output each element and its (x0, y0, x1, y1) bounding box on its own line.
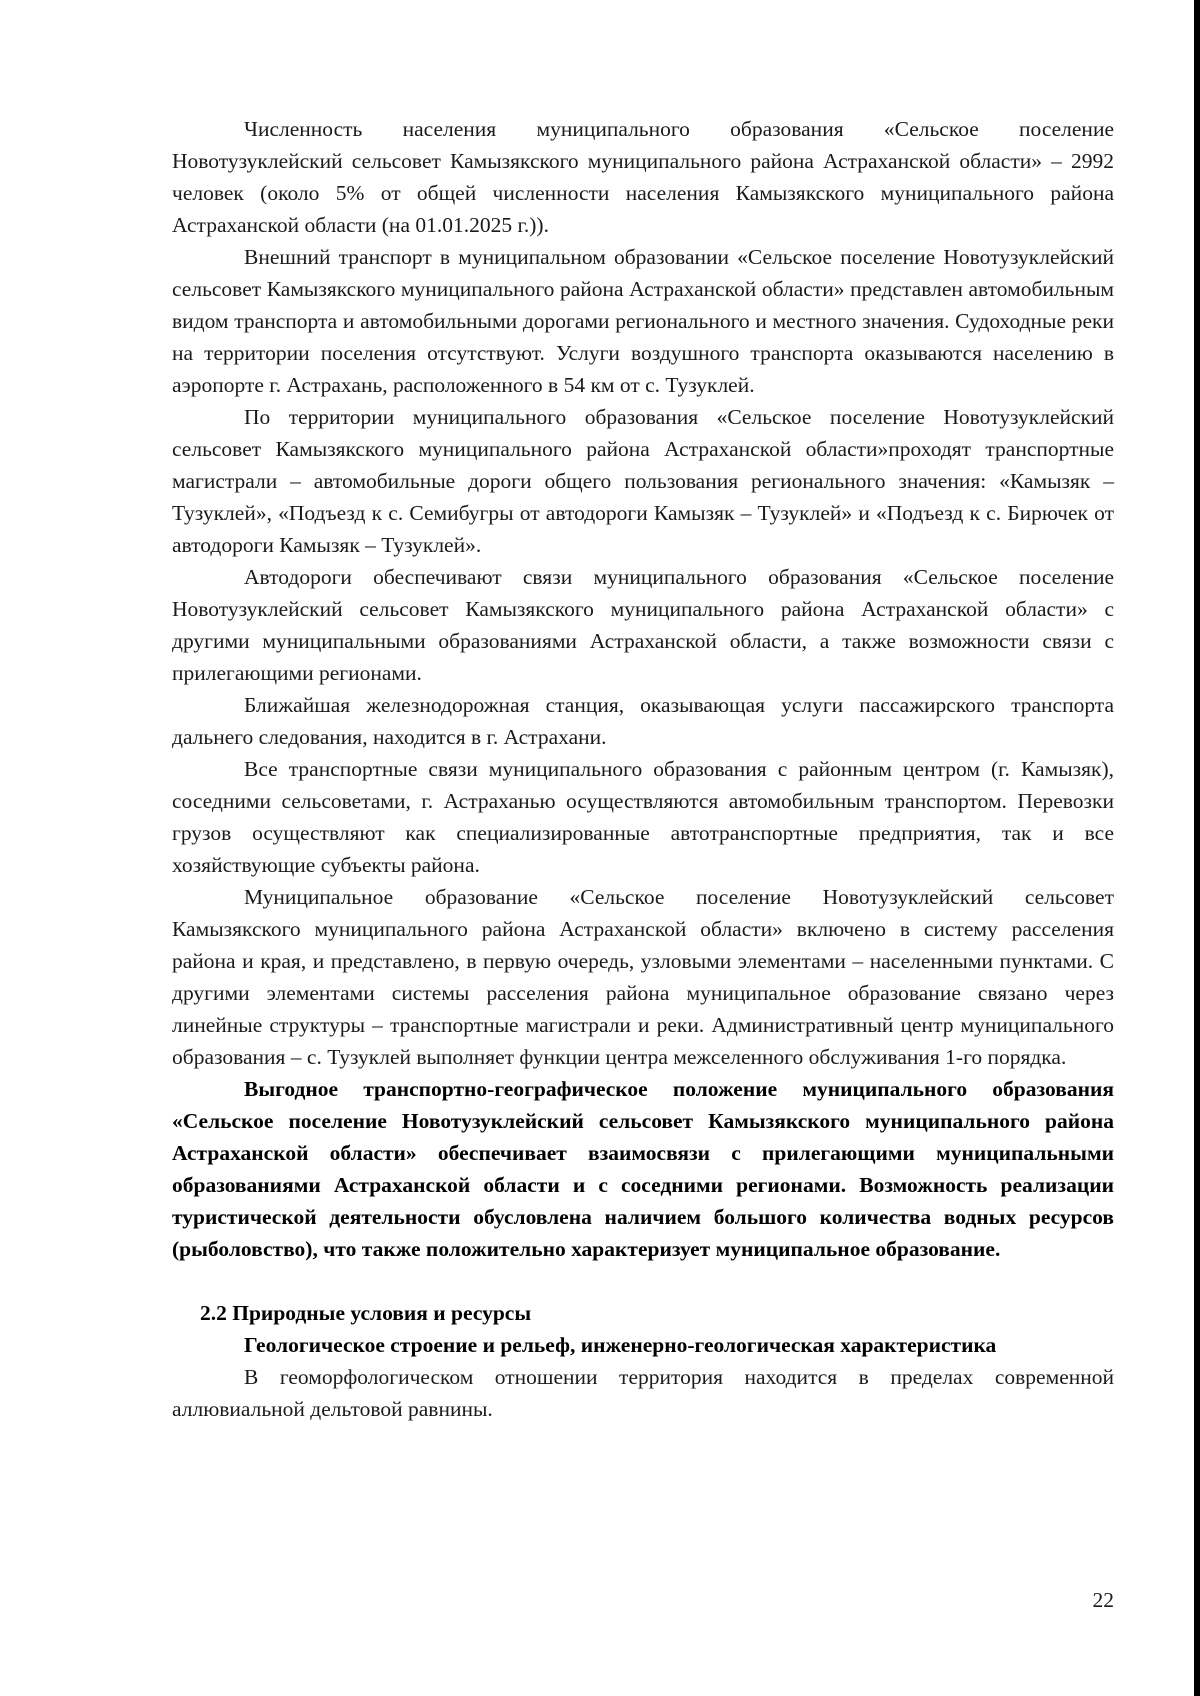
paragraph-geomorphology: В геоморфологическом отношении территория находится в пределах современной аллювиальной дельтовой равнины. (172, 1365, 1114, 1421)
paragraph-transport-highways: По территории муниципального образования «Сельское поселение Новотузуклейский сельсовет Камызякского муниципального района Астраханской области»проходят транспортные магистрали – автомобильные дороги общего пользования регионального значения: «Камызяк – Тузуклей», «Подъезд к с. Семибугры от автодороги Камызяк – Тузуклей» и «Подъезд к с. Бирючек от автодороги Камызяк – Тузуклей». (172, 405, 1114, 557)
paragraph-geographic-position-conclusion: Выгодное транспортно-географическое положение муниципального образования «Сельское поселение Новотузуклейский сельсовет Камызякского муниципального района Астраханской области» обеспечивает взаимосвязи с прилегающими муниципальными образованиями Астраханской области и с соседними регионами. Возможность реализации туристической деятельности обусловлена наличием большого количества водных ресурсов (рыболовство), что также положительно характеризует муниципальное образование. (172, 1077, 1114, 1261)
subsection-heading: Геологическое строение и рельеф, инженерно-геологическая характеристика (244, 1333, 997, 1357)
page-body (172, 113, 1114, 1425)
page-number: 22 (1092, 1588, 1114, 1612)
paragraph-external-transport: Внешний транспорт в муниципальном образовании «Сельское поселение Новотузуклейский сельсовет Камызякского муниципального района Астраханской области» представлен автомобильным видом транспорта и автомобильными дорогами регионального и местного значения. Судоходные реки на территории поселения отсутствуют. Услуги воздушного транспорта оказываются населению в аэропорте г. Астрахань, расположенного в 54 км от с. Тузуклей. (172, 245, 1114, 397)
paragraph-transport-connections: Все транспортные связи муниципального образования с районным центром (г. Камызяк), соседними сельсоветами, г. Астраханью осуществляются автомобильным транспортом. Перевозки грузов осуществляют как специализированные автотранспортные предприятия, так и все хозяйствующие субъекты района. (172, 757, 1114, 877)
paragraph-road-links: Автодороги обеспечивают связи муниципального образования «Сельское поселение Новотузуклейский сельсовет Камызякского муниципального района Астраханской области» с другими муниципальными образованиями Астраханской области, а также возможности связи с прилегающими регионами. (172, 565, 1114, 685)
paragraph-railway-station: Ближайшая железнодорожная станция, оказывающая услуги пассажирского транспорта дальнего следования, находится в г. Астрахани. (172, 693, 1114, 749)
paragraph-population: Численность населения муниципального образования «Сельское поселение Новотузуклейский сельсовет Камызякского муниципального района Астраханской области» – 2992 человек (около 5% от общей численности населения Камызякского муниципального района Астраханской области (на 01.01.2025 г.)). (172, 117, 1114, 237)
section-heading: 2.2 Природные условия и ресурсы (200, 1301, 532, 1325)
paragraph-settlement-system: Муниципальное образование «Сельское поселение Новотузуклейский сельсовет Камызякского муниципального района Астраханской области» включено в систему расселения района и края, и представлено, в первую очередь, узловыми элементами – населенными пунктами. С другими элементами системы расселения района муниципальное образование связано через линейные структуры – транспортные магистрали и реки. Административный центр муниципального образования – с. Тузуклей выполняет функции центра межселенного обслуживания 1-го порядка. (172, 885, 1114, 1069)
